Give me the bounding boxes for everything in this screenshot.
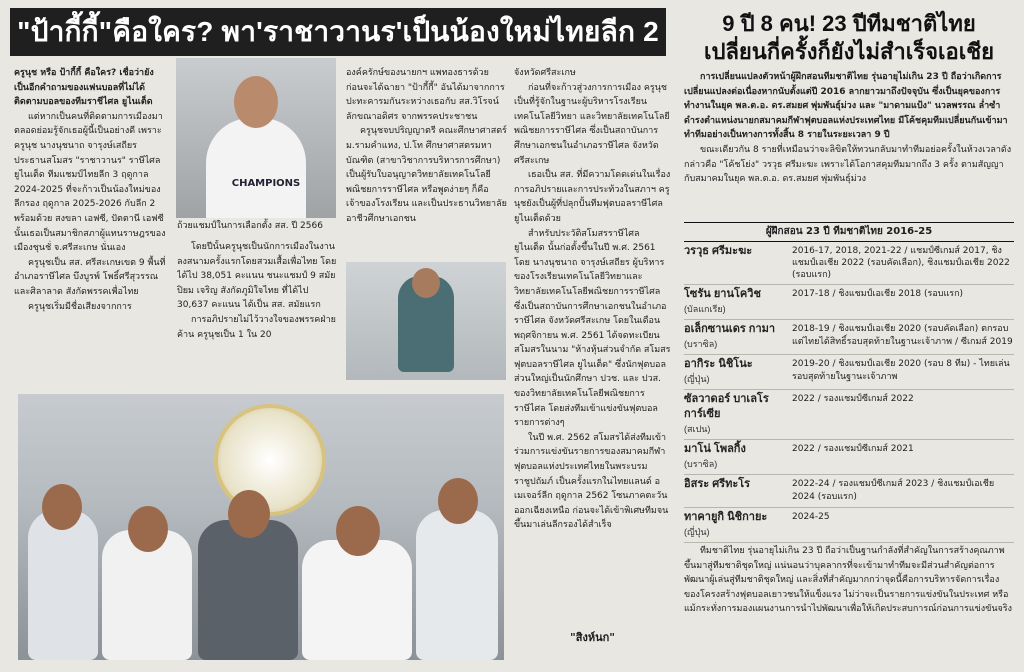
paragraph: เธอเป็น สส. ที่มีความโดดเด่นในเรื่องการอภิปรายและการประท้วงในสภาฯ ครูนุชยังเป็นผู้ที่ปลุกปั้นทีมฟุตบอลราษีไศล ยูไนเต็ดด้วย bbox=[514, 170, 671, 224]
table-row bbox=[684, 242, 1014, 285]
player-figure bbox=[416, 510, 498, 660]
table-row bbox=[684, 475, 1014, 508]
coach-name-cell: อเล็กซานเดร กามา (บราซิล) bbox=[684, 323, 776, 349]
right-closing-paragraph bbox=[684, 544, 1014, 668]
player-head bbox=[128, 506, 168, 552]
coach-name-cell: ทาคายูกิ นิชิกายะ (ญี่ปุ่น) bbox=[684, 511, 768, 537]
trophy-icon bbox=[214, 404, 326, 516]
coach-figure bbox=[206, 118, 306, 218]
paragraph: ขณะเดียวกัน 8 รายที่เหมือนว่าจะลิขิตให้ทวนกลับมาทำทีมอย่อครั้งในห้วงเวลาดังกล่าวคือ "โค้ชโย่ง" วรวุธ ศรีมะฆะ เพราะได้โอกาสคุมทีมมากถึง 3 ครั้ง ตามสัญญากับสมาคมในยุค พล.ต.อ. ดร.สมยศ พุ่มพันธุ์ม่วง bbox=[684, 144, 1012, 185]
coach-name-cell: มาโน่ โพลกิ้ง (บราซิล) bbox=[684, 443, 746, 469]
left-headline: "ป้ากี้กี้"คือใคร? พา'ราชาวานร'เป็นน้องใหม่ไทยลีก 2 bbox=[10, 8, 666, 56]
paragraph: แต่หากเป็นคนที่ติดตามการเมืองมาตลอดย่อมรู้จักเธอผู้นี้เป็นอย่างดี เพราะ ครูนุช นางนุชนาถ จารุงษ์เสถียร ประธานสโมสร "ราชาวานร" ราษีไศล ยูไนเต็ด ทีมแชมป์ไทยลีก 3 ฤดูกาล 2024-2025 ที่จะก้าวเป็นน้องใหม่ของลีกรอง ฤดูกาล 2025-2026 กับลีก 2 พร้อมด้วย สงขลา เอฟซี, ปัตตานี เอฟซี นั้นเธอเป็นสมาชิกสภาผู้แทนราษฎรของเมืองชุนชั่ จ.ศรีสะเกษ นั่นเอง bbox=[14, 111, 166, 254]
player-head bbox=[42, 484, 82, 530]
coach-name-cell: วรวุธ ศรีมะฆะ bbox=[684, 245, 753, 257]
coach-record-cell: 2024-25 bbox=[792, 512, 830, 522]
coach-record-cell: 2022-24 / รองแชมป์ซีเกมส์ 2023 / ชิงแชมป์เอเชีย 2024 (รอบแรก) bbox=[792, 479, 995, 502]
coach-name-cell: อิสระ ศรีทะโร bbox=[684, 478, 751, 490]
coach-name-cell: ซัลวาดอร์ บาเลโร การ์เซีย (สเปน) bbox=[684, 393, 769, 434]
player-head bbox=[336, 506, 380, 556]
right-intro bbox=[684, 70, 1014, 240]
table-row bbox=[684, 508, 1014, 543]
team-celebration-photo bbox=[18, 394, 504, 660]
coach-photo-caption: ถ้วยแชมป์ในการเลือกตั้ง สส. ปี 2566 bbox=[177, 221, 323, 231]
paragraph: โดยปีนั้นครูนุชเป็นนักการเมืองในงาน ลงสนามครั้งแรกโดยสวมเสื้อเพื่อไทย โดยได้ไป 38,051 คะแนน ชนะแชมป์ 9 สมัย ปิยม เจริญ สังกัดภูมิใจไทย ที่ได้ไป 30,637 คะแนน ได้เป็น สส. สมัยแรก bbox=[177, 242, 337, 311]
coach-record-cell: 2016-17, 2018, 2021-22 / แชมป์ซีเกมส์ 2017, ชิงแชมป์เอเชีย 2022 (รอบคัดเลือก), ชิงแชมป์เอเชีย 2022 (รอบแรก) bbox=[792, 246, 1010, 280]
paragraph: ทีมชาติไทย รุ่นอายุไม่เกิน 23 ปี ถือว่าเป็นฐานกำลังที่สำคัญในการสร้างคุณภาพขึ้นมาสู่ทีมชาติชุดใหญ่ แน่นอนว่าบุคลากรที่จะเข้ามาทำทีมจะมีส่วนสำคัญต่อการพัฒนาผู้เล่นสู่ทีมชาติชุดใหญ่ และสิ่งที่สำคัญมากกว่าจุดนี้คือการบริหารจัดการเรื่องของโครงสร้างฟุตบอลเยาวชนให้แข็งแรง ไม่ว่าจะเป็นรายการแข่งขันในประเทศ หรือแม้กระทั่งการมองแผนงานการนำไปพัฒนาเพื่อให้เกิดประสบการณ์ก่อนการแข่งขันจริง bbox=[684, 546, 1013, 615]
article-column-3 bbox=[346, 66, 508, 262]
shirt-text: CHAMPIONS bbox=[231, 178, 301, 189]
player-figure bbox=[302, 540, 412, 660]
coach-table bbox=[684, 242, 1014, 543]
coach-record-cell: 2019-20 / ชิงแชมป์เอเชีย 2020 (รอบ 8 ทีม) - ไทยเล่นรอบสุดท้ายในฐานะเจ้าภาพ bbox=[792, 359, 1010, 382]
lead-paragraph: ครูนุช หรือ ป้ากี้กี้ คือใคร? เชื่อว่ายังเป็นอีกคำถามของแฟนบอลที่ไม่ได้ติดตามบอลของทีมราชีไศล ยูไนเต็ด bbox=[14, 68, 154, 108]
coach-table-title: ผู้ฝึกสอน 23 ปี ทีมชาติไทย 2016-25 bbox=[684, 222, 1014, 242]
coach-record-cell: 2022 / รองแชมป์ซีเกมส์ 2021 bbox=[792, 444, 914, 454]
player-head bbox=[228, 490, 270, 538]
paragraph: ครูนุชเป็น สส. ศรีสะเกษเขต 9 พื้นที่อำเภอราษีไศล บึงบูรพ์ โพธิ์ศรีสุวรรณ และศิลาลาด สังกัดพรรคเพื่อไทย bbox=[14, 257, 166, 297]
article-column-1 bbox=[14, 66, 168, 382]
paragraph: จังหวัดศรีสะเกษ bbox=[514, 68, 576, 78]
author-signature: "สิงห์นก" bbox=[570, 631, 615, 644]
right-headline-line-1: 9 ปี 8 คน! 23 ปีทีมชาติไทย bbox=[722, 11, 976, 36]
article-column-2 bbox=[177, 240, 341, 382]
paragraph: ในปี พ.ศ. 2562 สโมสรได้ส่งทีมเข้าร่วมการแข่งขันรายการของสมาคมกีฬาฟุตบอลแห่งประเทศไทยในพระบรมราชูปถัมภ์ เป็นครั้งแรกในไทยแลนด์ อเมเจอร์ลีก ฤดูกาล 2562 โซนภาคตะวันออกเฉียงเหนือ ก่อนจะได้เข้าพิเศษทีมจนขึ้นมาเล่นลีกรองได้สำเร็จ bbox=[514, 432, 669, 531]
coach-head bbox=[234, 76, 278, 128]
coach-name-cell: อากิระ นิชิโนะ (ญี่ปุ่น) bbox=[684, 358, 753, 384]
player-figure bbox=[198, 520, 298, 660]
paragraph: ครูนุชจบปริญญาตรี คณะศึกษาศาสตร์ ม.รามคำแหง, ป.โท ศึกษาศาสตรมหาบัณฑิต (สาขาวิชาการบริหารการศึกษา) เป็นผู้รับใบอนุญาตวิทยาลัยเทคโนโลยีพณิชยการราษีไศล หรือพูดง่ายๆ ก็คือเจ้าของโรงเรียน และเป็นประธานวิทยาลัยอาชีวศึกษาเอกชน bbox=[346, 126, 507, 224]
paragraph: ครูนุชเริ่มมีชื่อเสียงจากการ bbox=[28, 301, 132, 312]
paragraph: การอภิปรายไม่ไว้วางใจของพรรคฝ่ายค้าน ครูนุชเป็น 1 ใน 20 bbox=[177, 314, 336, 340]
cheering-photo bbox=[346, 262, 506, 380]
table-row bbox=[684, 320, 1014, 355]
coach-record-cell: 2018-19 / ชิงแชมป์เอเชีย 2020 (รอบคัดเลือก) ตกรอบแต่ไทยได้สิทธิ์รอบสุดท้ายในฐานะเจ้าภาพ / ซีเกมส์ 2019 bbox=[792, 324, 1013, 347]
cheering-person-head bbox=[412, 268, 440, 298]
coach-record-cell: 2017-18 / ชิงแชมป์เอเชีย 2018 (รอบแรก) bbox=[792, 289, 964, 299]
player-figure bbox=[28, 510, 98, 660]
table-row bbox=[684, 390, 1014, 440]
right-headline-line-2: เปลี่ยนกี่ครั้งก็ยังไม่สำเร็จเอเชีย bbox=[703, 39, 995, 64]
table-row bbox=[684, 355, 1014, 390]
coach-photo bbox=[176, 58, 336, 218]
paragraph: สำหรับประวัติสโมสรราษีไศล ยูไนเต็ด นั้นก่อตั้งขึ้นในปี พ.ศ. 2561 โดย นางนุชนาถ จารุงษ์เสถียร ผู้บริหารของโรงเรียนเทคโนโลยีวิทยาและวิทยาลัยเทคโนโลยีพณิชยการราษีไศล ซึ่งเป็นสถาบันการศึกษาเอกชนในอำเภอราษีไศล จังหวัดศรีสะเกษ โดยในเดือนพฤศจิกายน พ.ศ. 2561 ได้จดทะเบียนสโมสรในนาม "ห้างหุ้นส่วนจำกัด สโมสรฟุตบอลราษีไศล ยูไนเต็ด" ซึ่งนักฟุตบอลส่วนใหญ่เป็นนักศึกษา ปวช. และ ปวส. ของวิทยาลัยเทคโนโลยีพณิชยการราษีไศล โดยส่งทีมเข้าแข่งขันฟุตบอลรายการต่างๆ bbox=[514, 228, 671, 429]
coach-record-cell: 2022 / รองแชมป์ซีเกมส์ 2022 bbox=[792, 394, 914, 404]
player-head bbox=[438, 478, 478, 524]
paragraph: องค์ครักษ์ของนายกฯ แพทองธารด้วย ก่อนจะได้ฉายา "ป้ากี้กี้" อันได้มาจากการปะทะคารมกันระหว่างเธอกับ สส.วิโรจน์ ลักขณาอดิศร จากพรรคประชาชน bbox=[346, 68, 505, 122]
table-row bbox=[684, 440, 1014, 475]
coach-name-cell: โซรัน ยานโควิช (บัลแกเรีย) bbox=[684, 288, 761, 314]
article-column-4 bbox=[514, 66, 672, 658]
table-row bbox=[684, 285, 1014, 320]
paragraph: การเปลี่ยนแปลงตัวหน้าผู้ฝึกสอนทีมชาติไทย รุ่นอายุไม่เกิน 23 ปี ถือว่าเกิดการเปลี่ยนแปลงต่อเนื่องหากนับตั้งแต่ปี 2016 ลากยาวมาถึงปัจจุบัน ซึ่งเป็นยุคของการทำงานในยุค พล.ต.อ. ดร.สมยศ พุ่มพันธุ์ม่วง และ "มาดามแป้ง" นวลพรรณ ล่ำซำ ดำรงตำแหน่งนายกสมาคมกีฬาฟุตบอลแห่งประเทศไทย มีโค้ชคุมทีมเปลี่ยนกันเข้ามาทำทีมอย่างเป็นทางการทั้งสิ้น 8 รายในระยะเวลา 9 ปี bbox=[684, 72, 1008, 141]
paragraph: ก่อนที่จะก้าวสู่วงการการเมือง ครูนุชเป็นที่รู้จักในฐานะผู้บริหารโรงเรียนเทคโนโลยีวิทยา และวิทยาลัยเทคโนโลยีพณิชยการราษีไศล ซึ่งเป็นสถาบันการศึกษาเอกชนในอำเภอราษีไศล จังหวัดศรีสะเกษ bbox=[514, 82, 670, 166]
